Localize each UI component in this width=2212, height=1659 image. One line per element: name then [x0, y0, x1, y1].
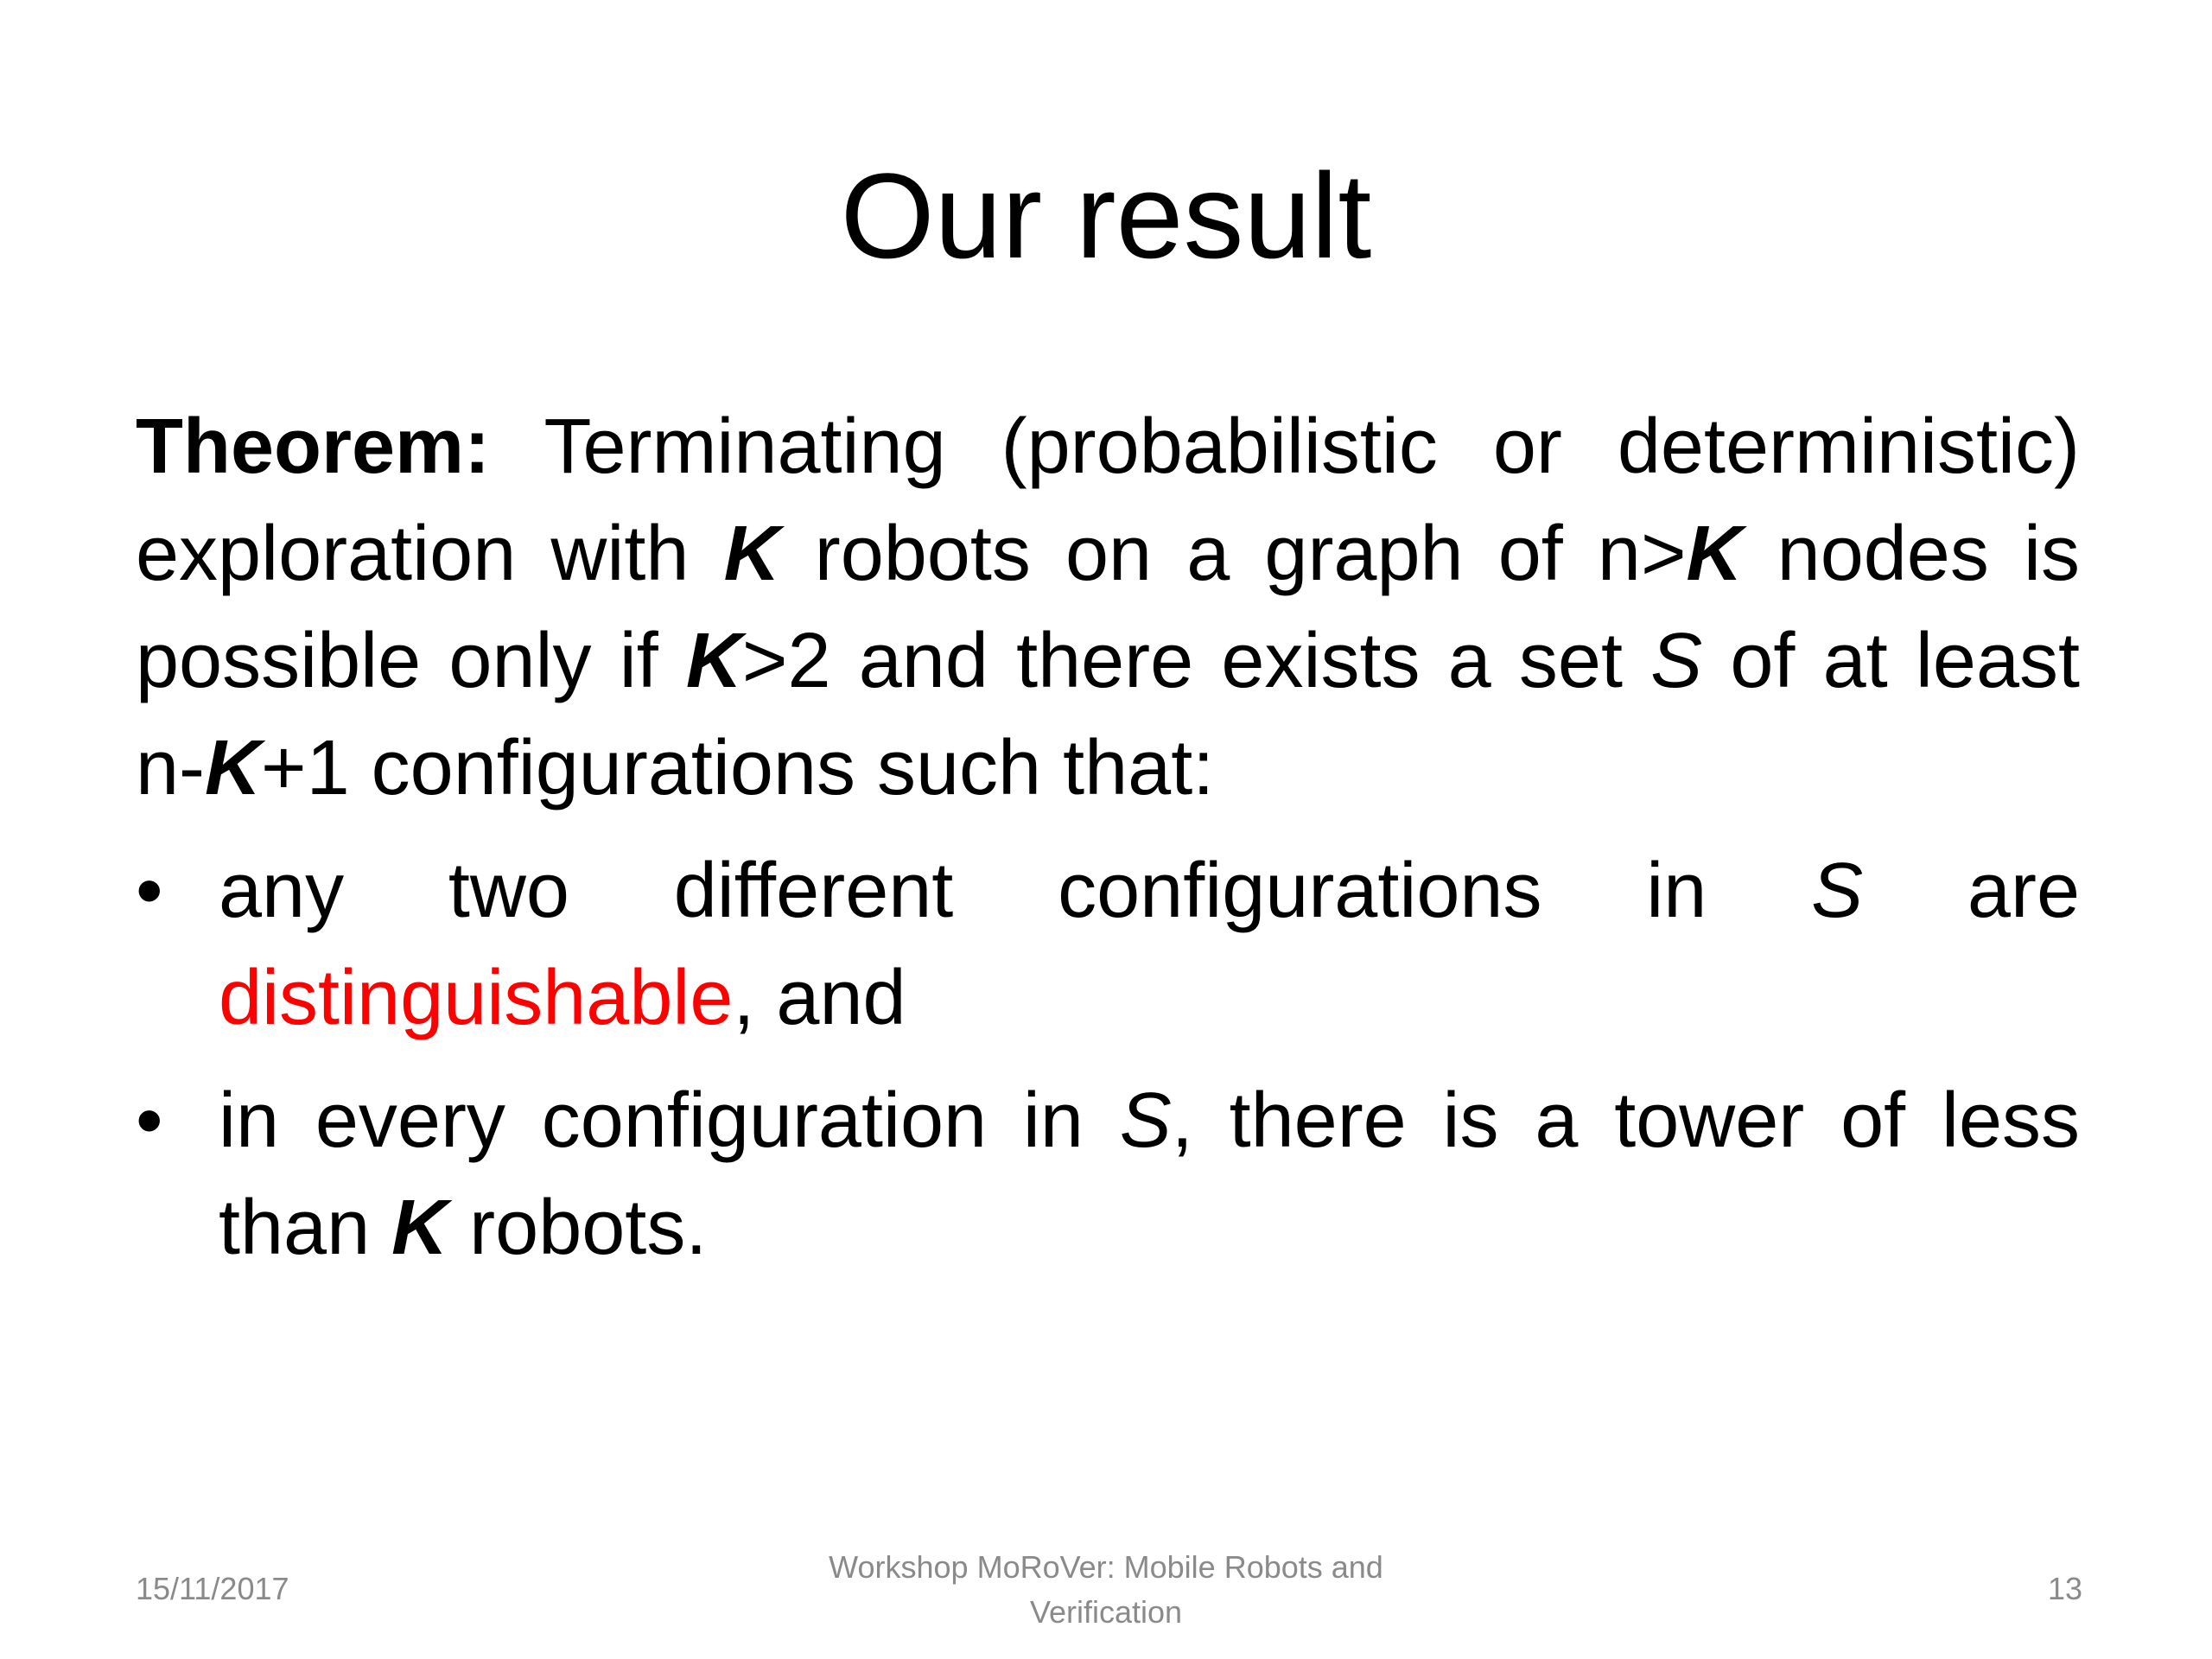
- theorem-text: of at least n-: [136, 618, 2080, 811]
- theorem-text: +1 configurations such that:: [261, 725, 1215, 811]
- bullet-text: any two different configurations in: [219, 848, 1812, 934]
- theorem-text: robots on a graph of n>: [779, 511, 1687, 597]
- condition-list: [136, 837, 2080, 1281]
- bullet-k: K: [391, 1185, 448, 1271]
- highlight-distinguishable: distinguishable: [219, 955, 734, 1041]
- theorem-k: K: [723, 511, 780, 597]
- footer-title: Workshop MoRoVer: Mobile Robots and Verification: [829, 1549, 1383, 1630]
- theorem-paragraph: [136, 393, 2080, 822]
- bullet-s: S: [1811, 848, 1864, 934]
- theorem-k: K: [205, 725, 262, 811]
- page-number: 13: [2047, 1571, 2082, 1606]
- bullet-text: , and: [733, 955, 906, 1041]
- list-item: [136, 1067, 2080, 1281]
- theorem-k: K: [685, 618, 742, 704]
- slide-content: [136, 393, 2080, 1297]
- theorem-label: Theorem:: [136, 404, 491, 490]
- bullet-text: robots.: [448, 1185, 708, 1271]
- bullet-s: S: [1119, 1077, 1172, 1164]
- slide-title: Our result: [840, 148, 1372, 283]
- bullet-icon: •: [136, 1077, 163, 1164]
- footer-date: 15/11/2017: [136, 1571, 289, 1606]
- bullet-text: in every configuration in: [219, 1077, 1120, 1164]
- list-item: [136, 837, 2080, 1052]
- theorem-k: K: [1686, 511, 1743, 597]
- theorem-text: nodes is possible only if: [136, 511, 2080, 704]
- bullet-text: are: [1863, 848, 2080, 934]
- theorem-text: Terminating (probabilistic or deterministic) exploration with: [136, 404, 2080, 597]
- bullet-text: , there is a tower of less than: [219, 1077, 2080, 1271]
- bullet-icon: •: [136, 848, 163, 934]
- theorem-s: S: [1650, 618, 1703, 704]
- theorem-text: >2 and there exists a set: [741, 618, 1651, 704]
